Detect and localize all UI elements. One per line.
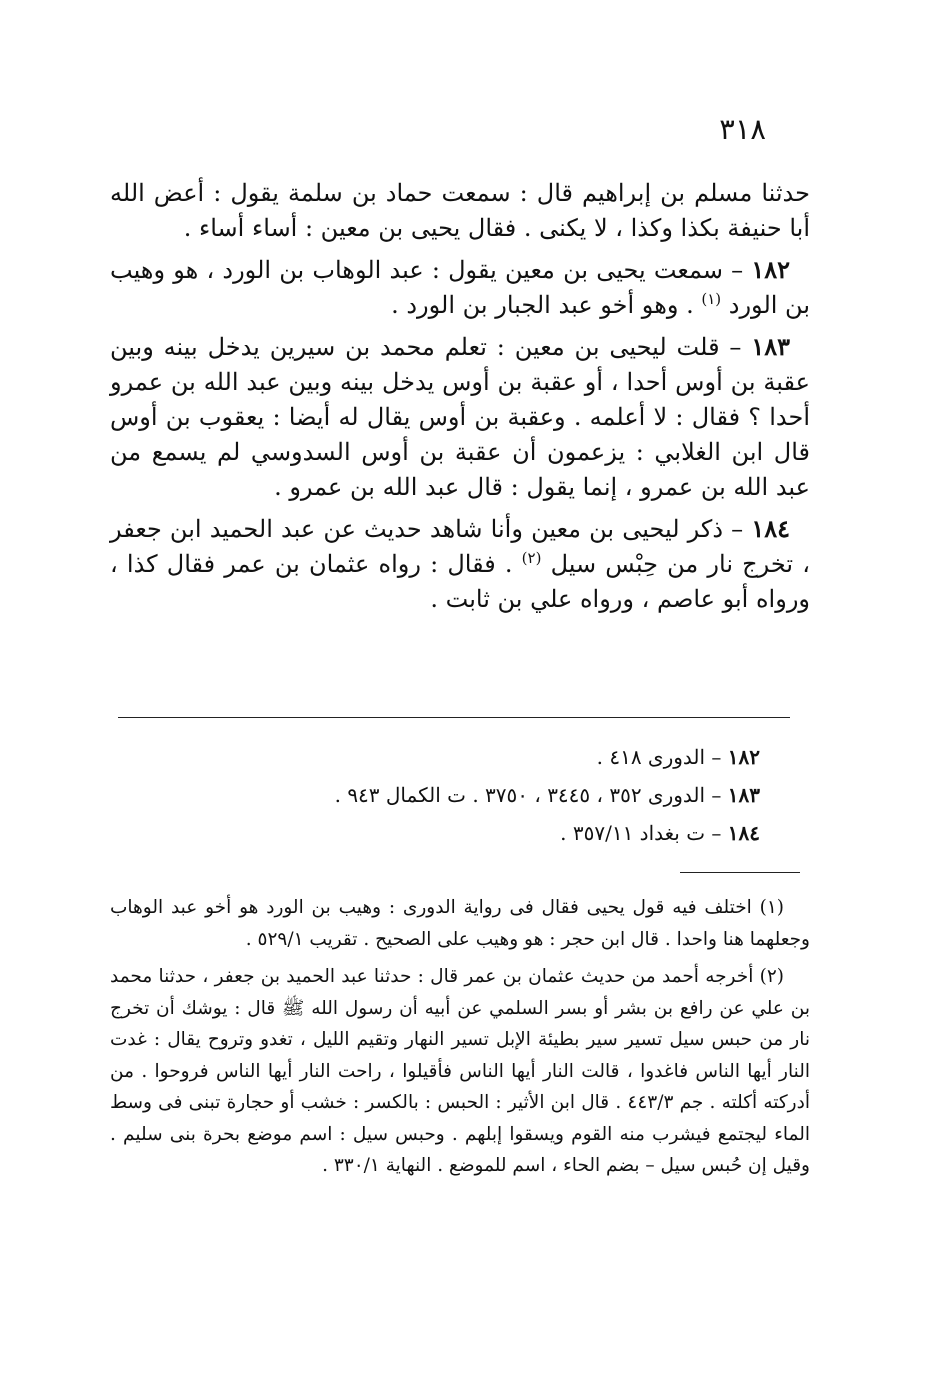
paragraph-184 xyxy=(110,511,810,617)
footnote-2: (٢) أخرجه أحمد من حديث عثمان بن عمر قال : حدثنا عبد الحميد بن جعفر ، حدثنا محمد بن علي عن رافع بن بشر أو بسر السلمي عن أبيه أن رسول الله ﷺ قال : يوشك أن تخرج نار من حبس سيل تسير سير بطيئة الإبل تسير النهار وتقيم الليل ، تغدو وتروح يقال : غدت النار أيها الناس فاغدوا ، قالت النار أيها الناس فأقيلوا ، راحت النار أيها الناس فروحوا . من أدركته أكلته . جم ٤٤٣/٣ . قال ابن الأثير : الحبس : بالكسر : خشب أو حجارة تبنى فى وسط الماء ليجتمع فيشرب منه القوم ويسقوا إبلهم . وحبس سيل : اسم موضع بحرة بنى سليم . وقيل إن حُبس سيل – بضم الحاء ، اسم للموضع . النهاية ٣٣٠/١ . xyxy=(110,966,810,1176)
source-row-184 xyxy=(180,814,760,852)
entry-text-183: – قلت ليحيى بن معين : تعلم محمد بن سيرين يدخل بينه وبين عقبة بن أوس أحدا ، أو عقبة بن أوس يدخل بينه وبين عبد الله بن عمرو أحدا ؟ فقال : لا أعلمه . وعقبة بن أوس يقال له أيضا : يعقوب بن أوس قال ابن الغلابي : يزعمون أن عقبة بن أوس السدوسي لم يسمع من عبد الله بن عمرو ، إنما يقول : قال عبد الله بن عمرو . xyxy=(110,333,810,501)
entry-number-184: ١٨٤ xyxy=(751,514,790,543)
entry-text-182a: – سمعت يحيى بن معين يقول : عبد الوهاب بن الورد ، هو وهيب بن الورد xyxy=(110,256,810,319)
paragraph-182 xyxy=(110,252,810,323)
paragraph-183 xyxy=(110,329,810,505)
entry-text-184b: . فقال : رواه عثمان بن عمر فقال كذا ، ورواه أبو عاصم ، ورواه علي بن ثابت . xyxy=(110,550,810,613)
entry-number-183: ١٨٣ xyxy=(751,332,790,361)
source-text: – ت بغداد ٣٥٧/١١ . xyxy=(560,821,722,845)
source-row-182 xyxy=(180,738,760,776)
paragraph-intro: حدثنا مسلم بن إبراهيم قال : سمعت حماد بن سلمة يقول : أعض الله أبا حنيفة بكذا وكذا ، لا يكنى . فقال يحيى بن معين : أساء أساء . xyxy=(110,179,810,242)
entry-number-182: ١٨٢ xyxy=(751,255,790,284)
source-number: ١٨٢ xyxy=(727,745,760,769)
source-number: ١٨٤ xyxy=(727,821,760,845)
footnote-divider xyxy=(680,872,800,873)
footnote-1: (١) اختلف فيه قول يحيى فقال فى رواية الدورى : وهيب بن الورد هو أخو عبد الوهاب وجعلهما هنا واحدا . قال ابن حجر : هو وهيب على الصحيح . تقريب ٥٢٩/١ . xyxy=(110,897,810,950)
page-number: ٣١٨ xyxy=(719,112,766,146)
footnote-ref-1: (١) xyxy=(701,290,722,308)
main-divider xyxy=(118,717,790,718)
source-row-183 xyxy=(180,776,760,814)
source-text: – الدورى ٣٥٢ ، ٣٤٤٥ ، ٣٧٥٠ . ت الكمال ٩٤٣ . xyxy=(334,783,722,807)
footnote-ref-2: (٢) xyxy=(521,549,542,567)
main-text xyxy=(110,176,810,623)
footnotes xyxy=(110,892,810,1188)
source-number: ١٨٣ xyxy=(727,783,760,807)
source-text: – الدورى ٤١٨ . xyxy=(596,745,722,769)
sources-list xyxy=(180,738,760,852)
entry-text-182b: . وهو أخو عبد الجبار بن الورد . xyxy=(391,291,694,319)
entry-text-184a: – ذكر ليحيى بن معين وأنا شاهد حديث عن عبد الحميد ابن جعفر ، تخرج نار من حِبْس سيل xyxy=(110,515,810,578)
